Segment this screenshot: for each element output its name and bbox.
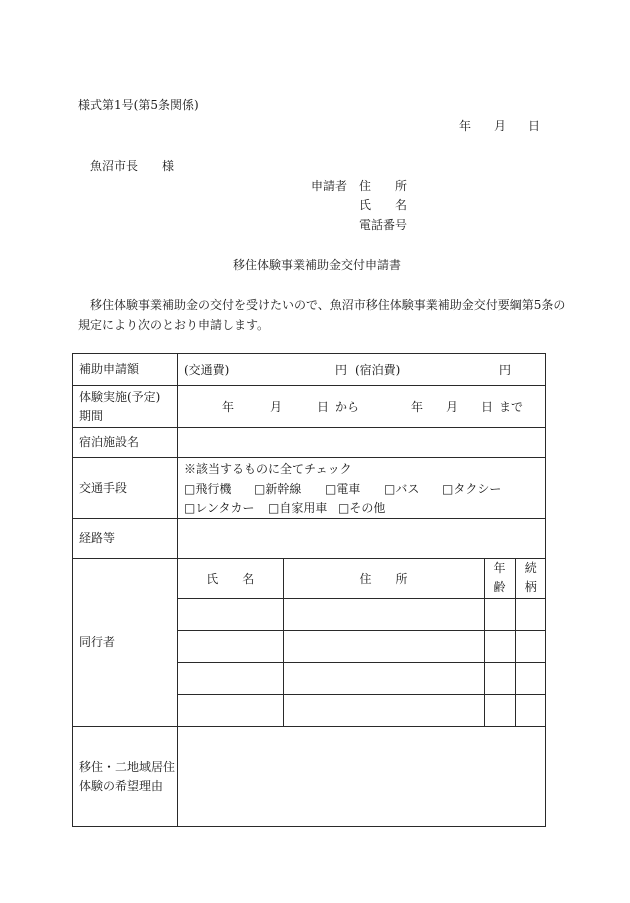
subsidy-field[interactable] (178, 354, 546, 386)
companions-col-name: 氏 名 (178, 559, 283, 598)
document-title: 移住体験事業補助金交付申請書 (233, 258, 402, 272)
transport-label: 交通手段 (73, 458, 178, 519)
companions-header-row (178, 559, 546, 598)
period-from-day: 日 (317, 400, 330, 414)
transport-option-shinkansen[interactable]: □新幹線 (254, 482, 302, 496)
period-from-year: 年 (222, 400, 235, 414)
companions-col-relation (515, 559, 546, 598)
companions-col-address: 住 所 (283, 559, 484, 598)
row-transport (73, 458, 546, 519)
application-table (72, 353, 546, 827)
reason-label (73, 727, 178, 827)
period-from-month: 月 (270, 400, 283, 414)
addressee-name: 魚沼市長 (90, 159, 139, 173)
date-day: 日 (528, 119, 541, 133)
date-year: 年 (459, 119, 472, 133)
companion-address-cell[interactable] (283, 694, 484, 726)
date-month: 月 (494, 119, 507, 133)
companion-name-cell[interactable] (178, 662, 283, 694)
companions-col-age (484, 559, 515, 598)
companion-relation-cell[interactable] (515, 630, 546, 662)
companion-row (178, 630, 546, 662)
companion-relation-cell[interactable] (515, 694, 546, 726)
row-subsidy (73, 354, 546, 386)
row-companions (73, 559, 546, 727)
period-to-day: 日 (481, 400, 494, 414)
period-to-year: 年 (411, 400, 424, 414)
body-line-1: 移住体験事業補助金の交付を受けたいので、魚沼市移住体験事業補助金交付要綱第5条の (90, 298, 566, 312)
companion-address-cell[interactable] (283, 630, 484, 662)
companion-relation-cell[interactable] (515, 662, 546, 694)
companions-col-rel-2: 柄 (524, 580, 537, 595)
lodging-facility-field[interactable] (178, 428, 546, 458)
period-field[interactable] (178, 386, 546, 428)
companion-name-cell[interactable] (178, 630, 283, 662)
applicant-name: 氏 名 (359, 198, 408, 212)
companions-table (178, 559, 546, 726)
companion-address-cell[interactable] (283, 662, 484, 694)
subsidy-yen-2: 円 (499, 363, 512, 377)
companion-age-cell[interactable] (484, 630, 515, 662)
companion-age-cell[interactable] (484, 662, 515, 694)
transport-option-taxi[interactable]: □タクシー (442, 482, 502, 496)
period-label-line-1: 体験実施(予定) (79, 389, 161, 404)
companion-age-cell[interactable] (484, 598, 515, 630)
transport-option-bus[interactable]: □バス (384, 482, 420, 496)
row-reason (73, 727, 546, 827)
transport-option-other[interactable]: □その他 (338, 501, 386, 515)
companions-col-rel-1: 続 (524, 561, 537, 576)
companion-name-cell[interactable] (178, 694, 283, 726)
applicant-phone: 電話番号 (359, 218, 408, 232)
transport-option-rental-car[interactable]: □レンタカー (184, 501, 255, 515)
applicant-label: 申請者 (311, 179, 348, 193)
lodging-facility-label: 宿泊施設名 (73, 428, 178, 458)
transport-option-train[interactable]: □電車 (325, 482, 361, 496)
companions-label: 同行者 (73, 559, 178, 727)
period-label (73, 386, 178, 428)
row-lodging-facility (73, 428, 546, 458)
subsidy-label: 補助申請額 (73, 354, 178, 386)
subsidy-yen-1: 円 (335, 363, 348, 377)
reason-label-line-2: 体験の希望理由 (79, 778, 164, 793)
subsidy-transport-label: (交通費) (184, 363, 230, 377)
subsidy-lodging-label: (宿泊費) (355, 363, 401, 377)
row-period (73, 386, 546, 428)
transport-note: ※該当するものに全てチェック (184, 462, 352, 476)
companion-address-cell[interactable] (283, 598, 484, 630)
companion-row (178, 694, 546, 726)
reason-field[interactable] (178, 727, 546, 827)
companion-row (178, 662, 546, 694)
period-made: まで (499, 400, 524, 414)
form-number: 様式第1号(第5条関係) (78, 98, 199, 112)
companions-col-age-2: 齢 (493, 580, 506, 595)
companions-col-age-1: 年 (493, 561, 506, 576)
addressee-suffix: 様 (162, 159, 175, 173)
companion-age-cell[interactable] (484, 694, 515, 726)
transport-option-airplane[interactable]: □飛行機 (184, 482, 232, 496)
applicant-address: 住 所 (359, 179, 408, 193)
period-label-line-2: 期間 (79, 408, 104, 423)
transport-option-private-car[interactable]: □自家用車 (268, 501, 328, 515)
transport-field (178, 458, 546, 519)
companion-relation-cell[interactable] (515, 598, 546, 630)
route-field[interactable] (178, 519, 546, 559)
period-kara: から (335, 400, 360, 414)
body-line-2: 規定により次のとおり申請します。 (78, 318, 270, 332)
companions-table-cell (178, 559, 546, 727)
reason-label-line-1: 移住・二地域居住 (79, 759, 176, 774)
companion-row (178, 598, 546, 630)
period-to-month: 月 (446, 400, 459, 414)
row-route (73, 519, 546, 559)
route-label: 経路等 (73, 519, 178, 559)
companion-name-cell[interactable] (178, 598, 283, 630)
